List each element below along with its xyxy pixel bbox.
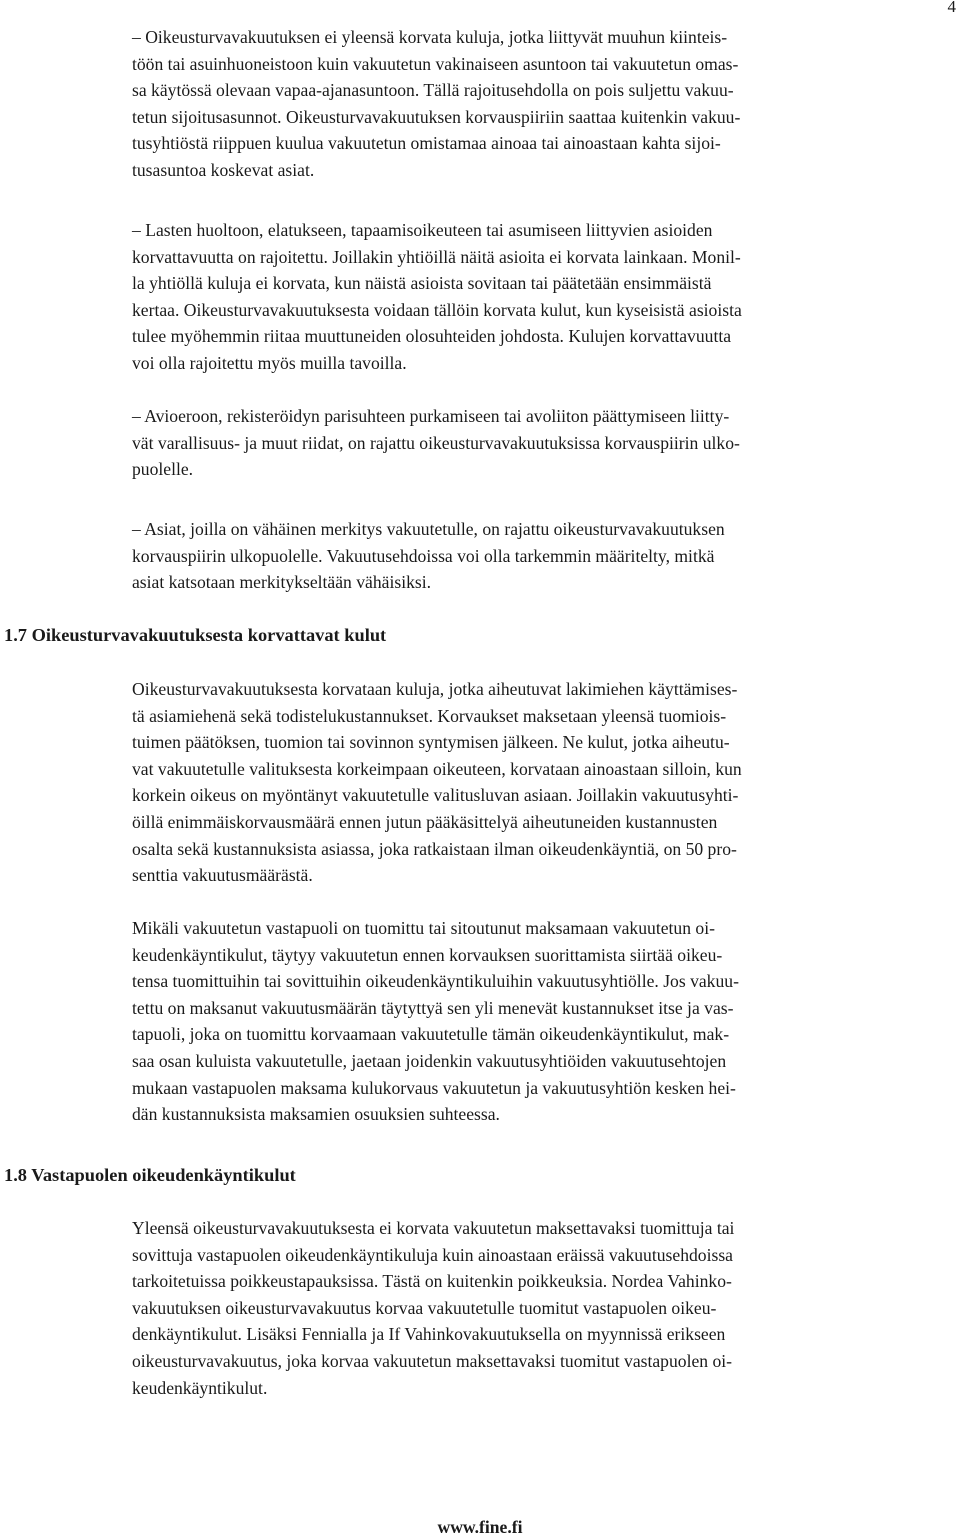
- page-number: 4: [947, 0, 956, 16]
- section-heading-covered-costs: 1.7 Oikeusturvavakuutuksesta korvattavat kulut: [4, 625, 387, 645]
- paragraph-opponent-costs: Yleensä oikeusturvavakuutuksesta ei korvata vakuutetun maksettavaksi tuomittuja tai sovittuja vastapuolen oikeudenkäyntikuluja kuin ainoastaan eräissä vakuutusehdoissa tarkoitetuissa poikkeustapauksissa. Tästä on kuitenkin poikkeuksia. Nordea Vahinko- vakuutuksen oikeusturvavakuutus korvaa vakuutetulle tuomitut vastapuolen oikeu- denkäyntikulut. Lisäksi Fennialla ja If Vahinkovakuutuksella on myynnissä erikseen oikeusturvavakuutus, joka korvaa vakuutetun maksettavaksi tuomitut vastapuolen oi- keudenkäyntikulut.: [132, 1218, 735, 1398]
- paragraph-opponent-cost-transfer: Mikäli vakuutetun vastapuoli on tuomittu tai sitoutunut maksamaan vakuutetun oi- keudenkäyntikulut, täytyy vakuutetun ennen korvauksen suorittamista siirtää oikeu- tensa tuomittuihin tai sovittuihin oikeudenkäyntikuluihin vakuutusyhtiölle. Jos vakuu- tettu on maksanut vakuutusmäärän täytyttyä sen yli menevät kustannukset itse ja vas- tapuoli, joka on tuomittu korvaamaan vakuutetulle tämän oikeudenkäyntikulut, mak- saa osan kuluista vakuutetulle, jaetaan joidenkin vakuutusyhtiöiden vakuutusehtojen mukaan vastapuolen maksama kulukorvaus vakuutetun ja vakuutusyhtiön kesken hei- dän kustannuksista maksamien osuuksien suhteessa.: [132, 918, 739, 1125]
- paragraph-minor-matters-exclusion: – Asiat, joilla on vähäinen merkitys vakuutetulle, on rajattu oikeusturvavakuutuksen korvauspiirin ulkopuolelle. Vakuutusehdoissa voi olla tarkemmin määritelty, mitkä asiat katsotaan merkitykseltään vähäisiksi.: [132, 519, 725, 593]
- paragraph-covered-costs: Oikeusturvavakuutuksesta korvataan kuluja, jotka aiheutuvat lakimiehen käyttämises- tä asiamiehenä sekä todistelukustannukset. Korvaukset maksetaan yleensä tuomiois- tuimen päätöksen, tuomion tai sovinnon syntymisen jälkeen. Ne kulut, jotka aiheutu- vat vakuutetulle valituksesta korkeimpaan oikeuteen, korvataan ainoastaan silloin, kun korkein oikeus on myöntänyt vakuutetulle valitusluvan asiaan. Joillakin vakuutusyhti- öillä enimmäiskorvausmäärä ennen jutun pääkäsittelyä aiheutuneiden kustannusten osalta sekä kustannuksista asiassa, joka ratkaistaan ilman oikeudenkäyntiä, on 50 pro- senttia vakuutusmäärästä.: [132, 679, 742, 886]
- footer-website: www.fine.fi: [437, 1517, 523, 1537]
- paragraph-child-custody-exclusion: – Lasten huoltoon, elatukseen, tapaamisoikeuteen tai asumiseen liittyvien asioiden korvattavuutta on rajoitettu. Joillakin yhtiöillä näitä asioita ei korvata lainkaan. Monil- la yhtiöllä kuluja ei korvata, kun näistä asioista sovitaan tai päätetään ensimmäistä kertaa. Oikeusturvavakuutuksesta voidaan tällöin korvata kulut, kun kyseisistä asioista tulee myöhemmin riitaa muuttuneiden olosuhteiden johdosta. Kulujen korvattavuutta voi olla rajoitettu myös muilla tavoilla.: [132, 220, 742, 373]
- section-heading-opponent-costs: 1.8 Vastapuolen oikeudenkäyntikulut: [4, 1165, 296, 1185]
- paragraph-property-exclusion: – Oikeusturvavakuutuksen ei yleensä korvata kuluja, jotka liittyvät muuhun kiinteis- töön tai asuinhuoneistoon kuin vakuutetun vakinaiseen asuntoon tai vakuutetun omas- sa käytössä olevaan vapaa-ajanasuntoon. Tällä rajoitusehdolla on pois suljettu vakuu- tetun sijoitusasunnot. Oikeusturvavakuutuksen korvauspiiriin saattaa kuitenkin vakuu- tusyhtiöstä riippuen kuulua vakuutetun omistamaa ainoaa tai ainoastaan kahta sijoi- tusasuntoa koskevat asiat.: [132, 27, 741, 180]
- paragraph-divorce-exclusion: – Avioeroon, rekisteröidyn parisuhteen purkamiseen tai avoliiton päättymiseen liitty- vät varallisuus- ja muut riidat, on rajattu oikeusturvavakuutuksissa korvauspiirin ulko- puolelle.: [132, 406, 740, 480]
